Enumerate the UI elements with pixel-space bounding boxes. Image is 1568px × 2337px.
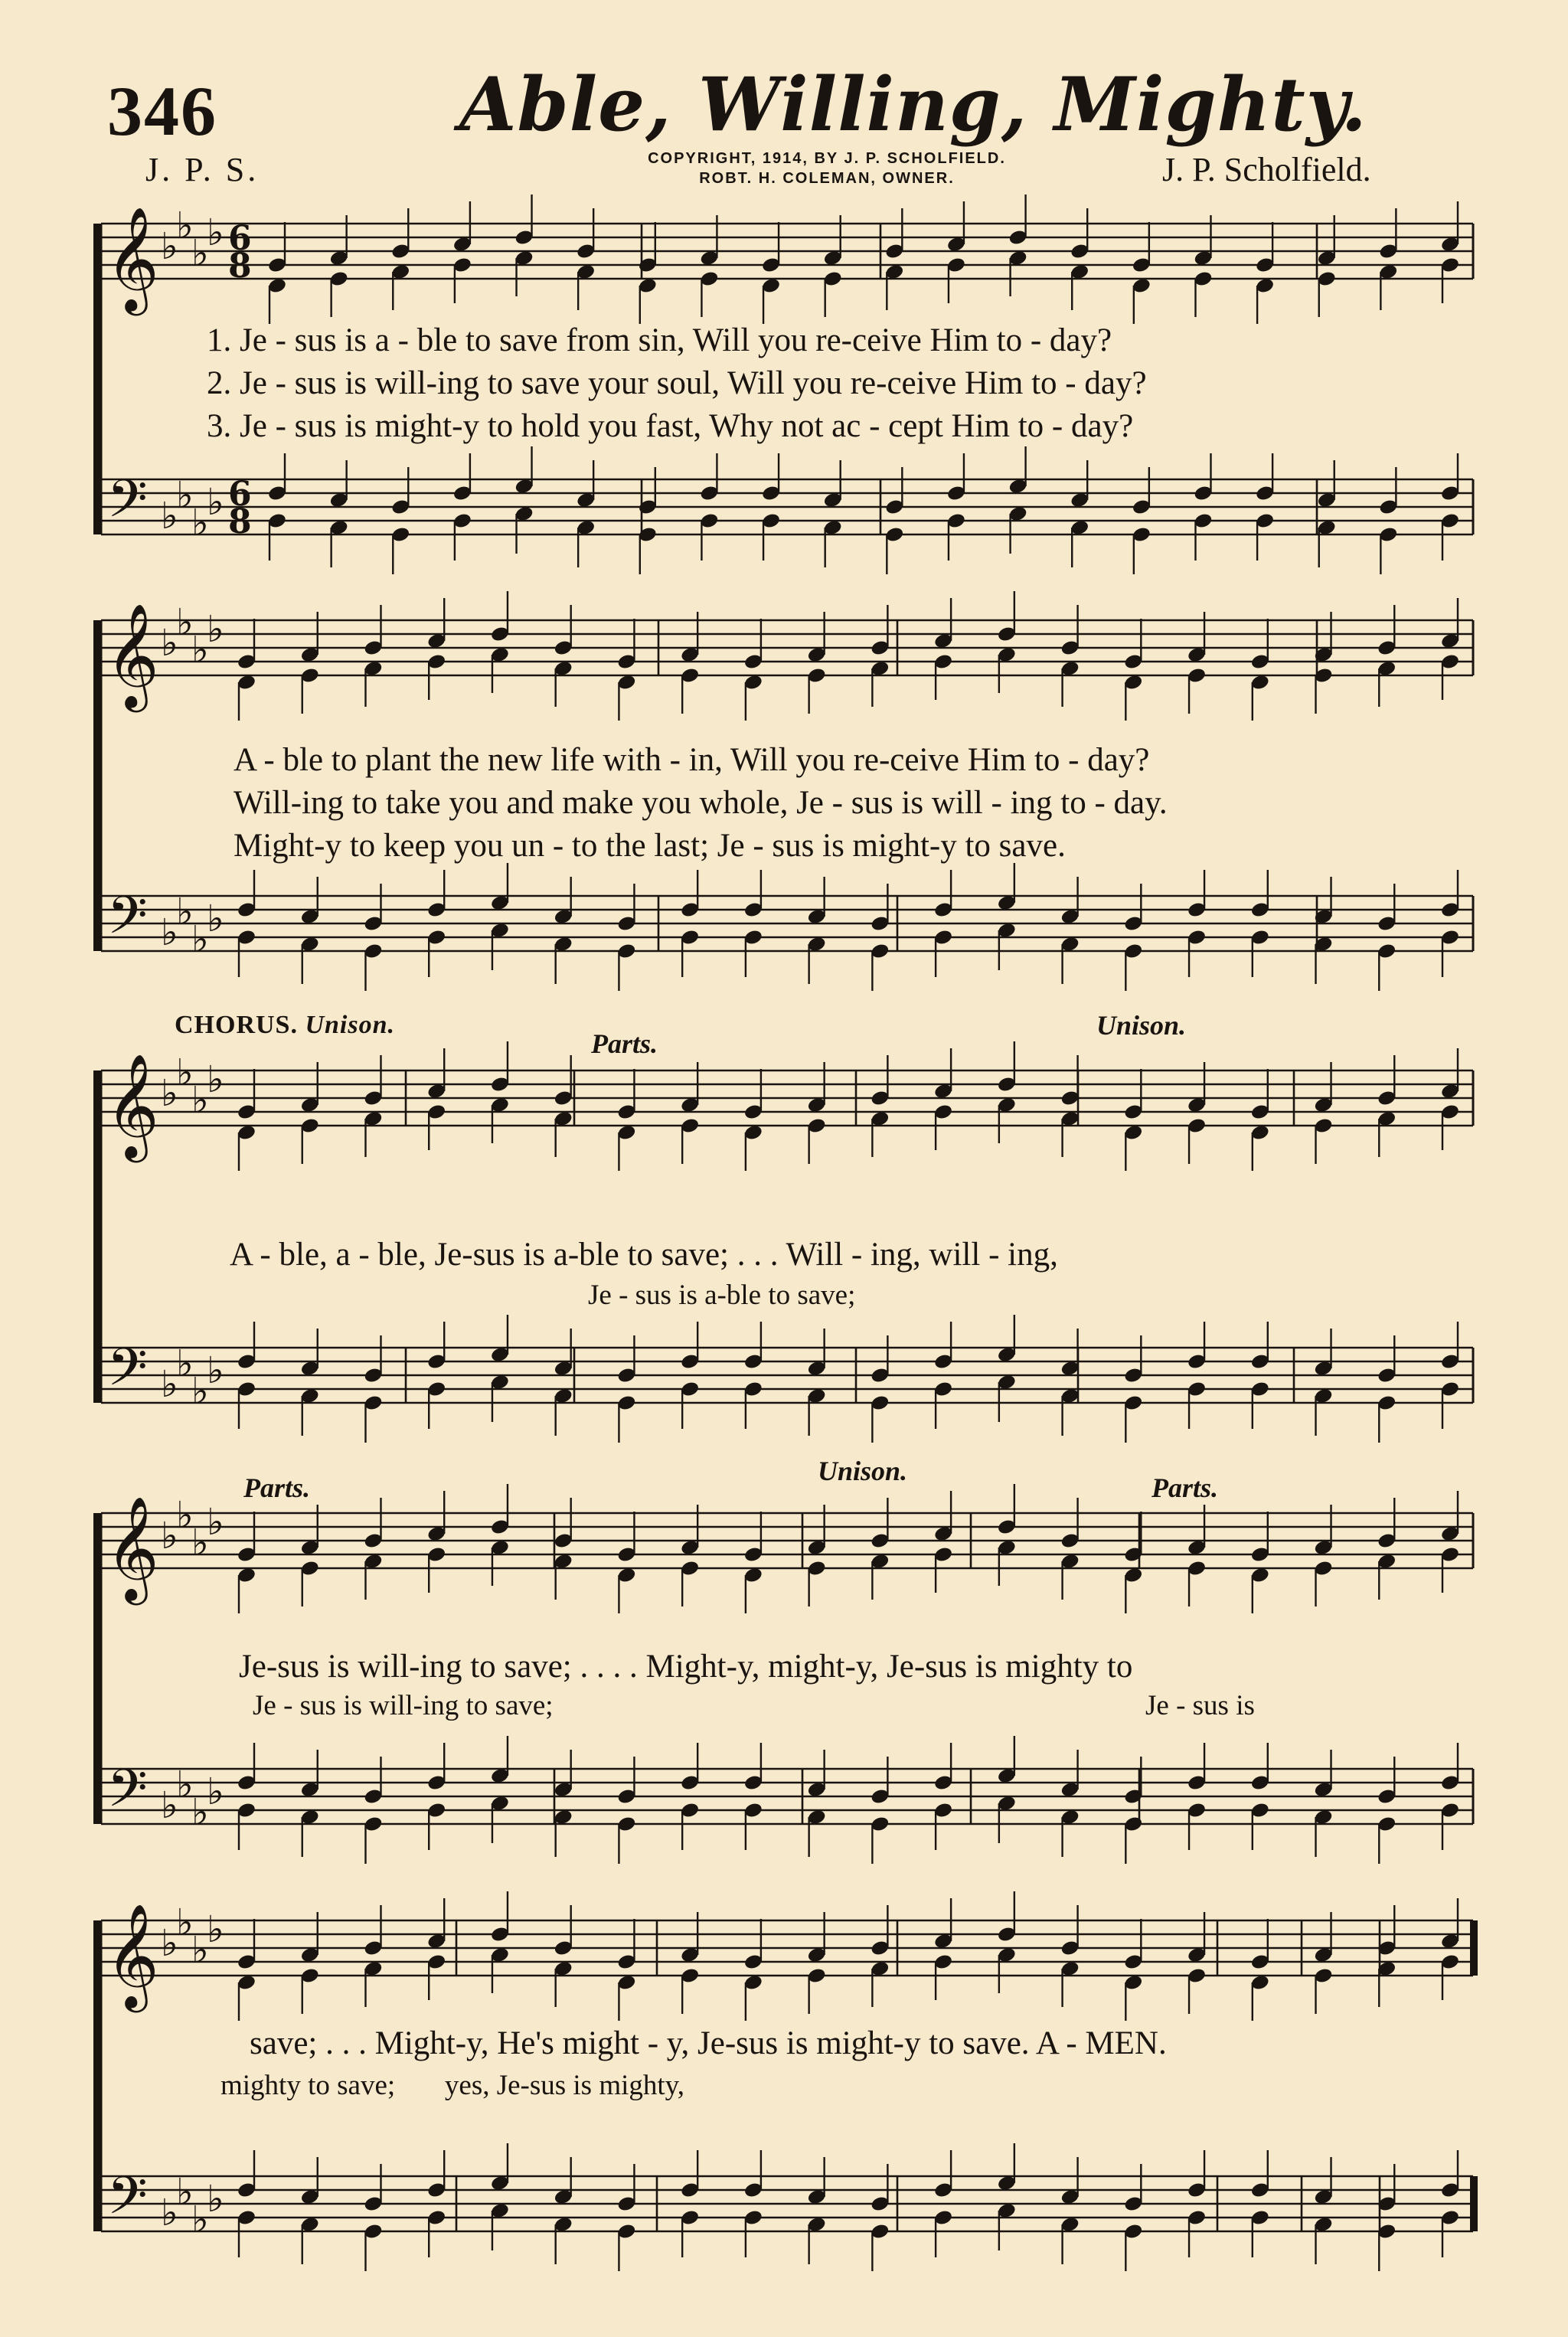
flat-icon: ♭ (176, 1342, 194, 1385)
flat-icon: ♭ (207, 608, 224, 651)
flat-icon: ♭ (207, 1501, 224, 1544)
system4-bass-lyrics-2: Je - sus is (1145, 1690, 1255, 1721)
flat-icon: ♭ (207, 2178, 224, 2221)
flat-icon: ♭ (161, 1784, 178, 1827)
flat-icon: ♭ (191, 1929, 209, 1972)
flat-icon: ♭ (176, 891, 194, 933)
copyright-line-1: COPYRIGHT, 1914, BY J. P. SCHOLFIELD. (648, 150, 1006, 167)
direction-unison: Unison. (305, 1011, 396, 1039)
flat-icon: ♭ (207, 211, 224, 254)
flat-icon: ♭ (176, 601, 194, 644)
bass-clef-icon: 𝄢 (107, 469, 148, 542)
flat-icon: ♭ (161, 1363, 178, 1406)
flat-icon: ♭ (191, 502, 209, 544)
system2-verse2-lyrics: Will-ing to take you and make you whole, Je - sus is will - ing to - day. (234, 785, 1168, 821)
flat-icon: ♭ (176, 1901, 194, 1944)
flat-icon: ♭ (161, 1515, 178, 1557)
flat-icon: ♭ (161, 2192, 178, 2234)
direction-parts: Parts. (243, 1472, 311, 1503)
chorus-label (175, 1011, 395, 1040)
flat-icon: ♭ (176, 1051, 194, 1094)
bass-clef-icon: 𝄢 (107, 1759, 148, 1832)
flat-icon: ♭ (161, 911, 178, 954)
direction-unison: Unison. (818, 1456, 908, 1486)
flat-icon: ♭ (191, 918, 209, 961)
flat-icon: ♭ (176, 1494, 194, 1537)
words-credit: J. P. S. (145, 151, 260, 188)
flat-icon: ♭ (161, 225, 178, 268)
flat-icon: ♭ (191, 1370, 209, 1413)
system2-verse1-lyrics: A - ble to plant the new life with - in, Will you re-ceive Him to - day? (234, 742, 1150, 778)
system1-verse2-lyrics: 2. Je - sus is will-ing to save your soul, Will you re-ceive Him to - day? (207, 365, 1147, 401)
copyright-line-2: ROBT. H. COLEMAN, OWNER. (699, 170, 955, 187)
bass-clef-icon: 𝄢 (107, 2166, 148, 2239)
flat-icon: ♭ (207, 897, 224, 940)
final-barline (1470, 1920, 1478, 1976)
flat-icon: ♭ (191, 2198, 209, 2241)
chorus-label-text: CHORUS. (175, 1011, 298, 1039)
flat-icon: ♭ (207, 481, 224, 524)
system4-bass-lyrics-1: Je - sus is will-ing to save; (253, 1690, 554, 1721)
flat-icon: ♭ (191, 1522, 209, 1564)
system1-verse3-lyrics: 3. Je - sus is might-y to hold you fast, Why not ac - cept Him to - day? (207, 408, 1134, 444)
flat-icon: ♭ (207, 1770, 224, 1813)
treble-clef-icon: 𝄞 (106, 205, 159, 311)
bass-clef-icon: 𝄢 (107, 1338, 148, 1410)
time-signature-denominator: 8 (228, 502, 252, 541)
flat-icon: ♭ (161, 1072, 178, 1115)
time-signature-numerator: 6 (228, 475, 252, 514)
treble-clef-icon: 𝄞 (106, 602, 159, 708)
flat-icon: ♭ (176, 474, 194, 517)
system5-chorus-lyrics: save; . . . Might-y, He's might - y, Je-sus is might-y to save. A - MEN. (250, 2025, 1167, 2061)
flat-icon: ♭ (176, 204, 194, 247)
flat-icon: ♭ (176, 2171, 194, 2214)
flat-icon: ♭ (161, 495, 178, 538)
system3-chorus-lyrics: A - ble, a - ble, Je-sus is a-ble to save; . . . Will - ing, will - ing, (230, 1237, 1058, 1273)
treble-clef-icon: 𝄞 (106, 1902, 159, 2008)
flat-icon: ♭ (161, 1922, 178, 1965)
treble-clef-icon: 𝄞 (106, 1495, 159, 1600)
time-signature-denominator: 8 (228, 247, 252, 286)
flat-icon: ♭ (191, 629, 209, 672)
direction-parts: Parts. (591, 1028, 658, 1059)
system1-verse1-lyrics: 1. Je - sus is a - ble to save from sin, Will you re-ceive Him to - day? (207, 322, 1112, 358)
flat-icon: ♭ (176, 1763, 194, 1806)
system5-bass-lyrics: mighty to save; yes, Je-sus is mighty, (220, 2070, 685, 2101)
system2-verse3-lyrics: Might-y to keep you un - to the last; Je - sus is might-y to save. (234, 828, 1066, 864)
flat-icon: ♭ (191, 232, 209, 275)
bass-clef-icon: 𝄢 (107, 886, 148, 959)
treble-clef-icon: 𝄞 (106, 1052, 159, 1158)
flat-icon: ♭ (207, 1058, 224, 1101)
system4-chorus-lyrics: Je-sus is will-ing to save; . . . . Might-y, might-y, Je-sus is mighty to (239, 1649, 1133, 1685)
flat-icon: ♭ (207, 1349, 224, 1392)
final-barline (1470, 2176, 1478, 2231)
hymn-number: 346 (107, 72, 217, 150)
direction-unison: Unison. (1096, 1010, 1187, 1041)
time-signature-numerator: 6 (228, 219, 252, 258)
music-credit: J. P. Scholfield. (1162, 151, 1371, 188)
system3-bass-lyrics: Je - sus is a-ble to save; (588, 1280, 856, 1311)
flat-icon: ♭ (161, 622, 178, 665)
flat-icon: ♭ (191, 1791, 209, 1834)
flat-icon: ♭ (191, 1079, 209, 1122)
flat-icon: ♭ (207, 1908, 224, 1951)
hymn-title: Able, Willing, Mighty. (459, 61, 1367, 148)
direction-parts: Parts. (1152, 1472, 1219, 1503)
